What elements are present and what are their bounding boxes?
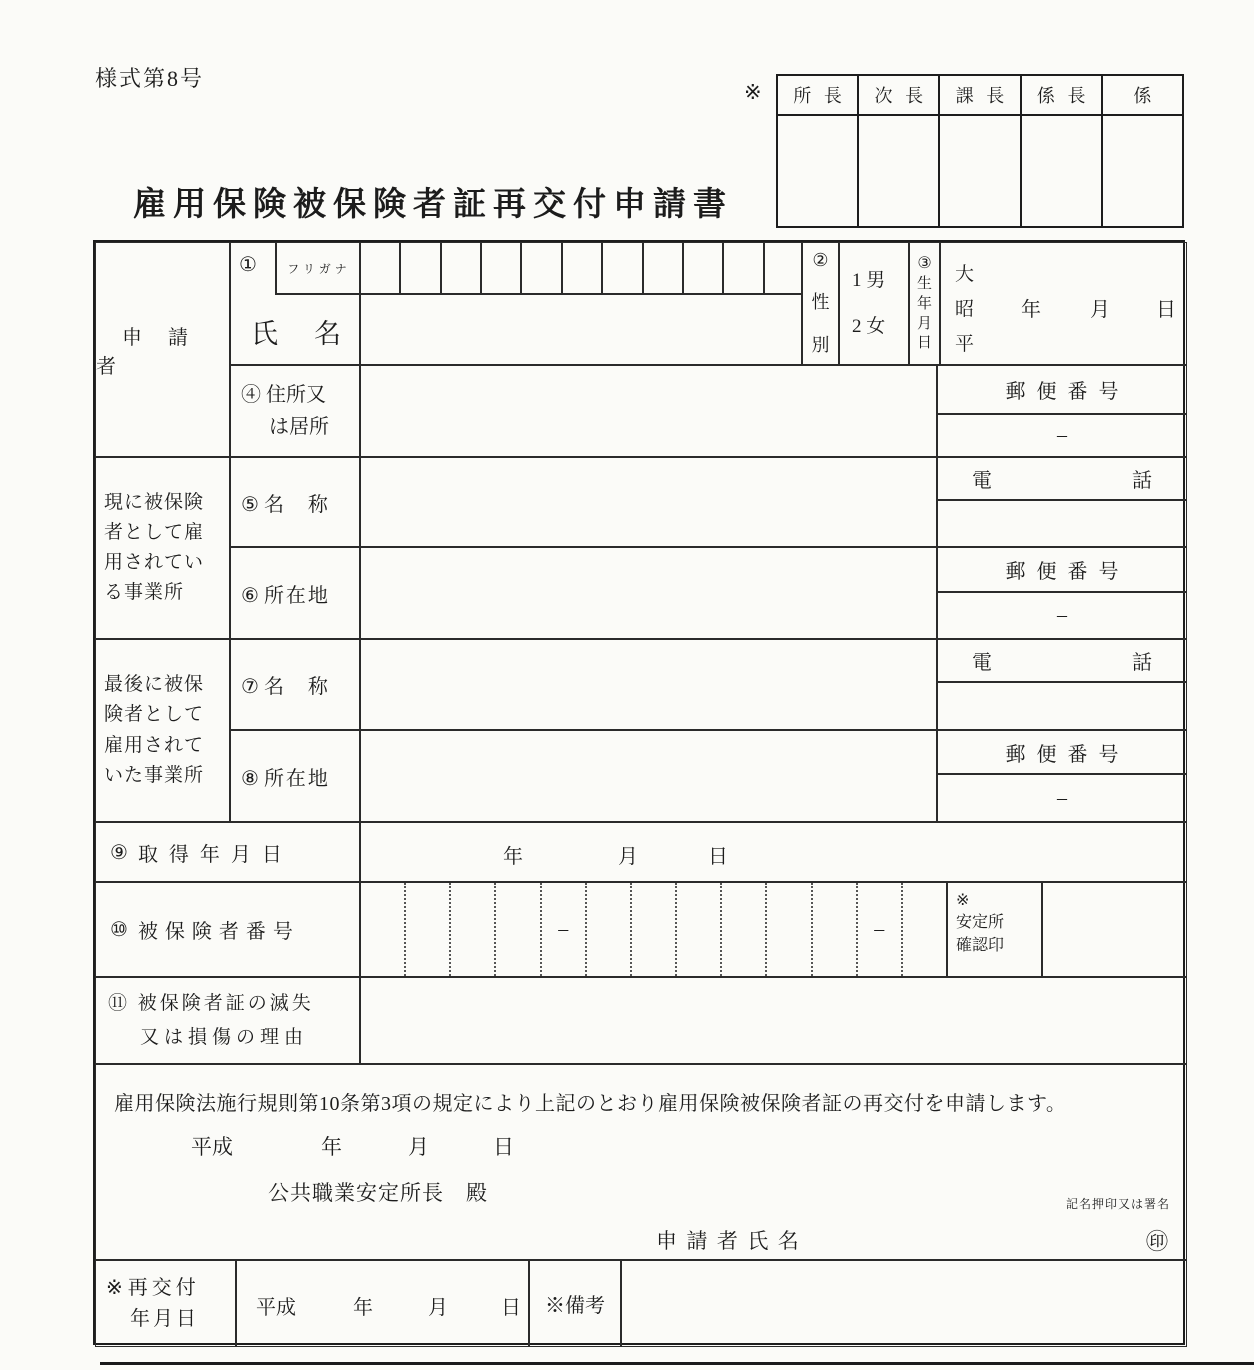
item4-number: ④ xyxy=(241,384,261,406)
name-label-cell xyxy=(230,242,360,365)
approval-header-jicho: 次長 xyxy=(859,76,938,116)
applicant-group-label: 申請者 xyxy=(95,242,230,457)
declaration-statement: 雇用保険法施行規則第10条第3項の規定により上記のとおり雇用保険被保険者証の再交付を申請します。 xyxy=(114,1093,1067,1115)
form-number: 様式第8号 xyxy=(95,66,205,91)
furigana-boxes xyxy=(361,243,803,295)
furigana-box xyxy=(765,243,803,293)
insured-number-dash-box: – xyxy=(856,883,901,976)
insured-number-digit-box xyxy=(765,883,810,976)
stamp-line1: 安定所 xyxy=(956,914,1005,932)
item9-number: ⑨ xyxy=(110,841,128,864)
era-options xyxy=(955,257,974,362)
telephone-header-last xyxy=(937,639,1187,682)
approval-col-kacho xyxy=(940,76,1021,226)
birthdate-label-char: 日 xyxy=(916,335,932,352)
current-employer-location-label: 所在地 xyxy=(263,584,330,607)
sex-option-male: 1 男 xyxy=(852,269,886,291)
tel-label-right: 話 xyxy=(1132,470,1152,492)
declaration-era: 平成 xyxy=(191,1135,233,1159)
group-line: 険者として xyxy=(104,704,205,726)
current-employer-name-field xyxy=(360,457,937,547)
loss-reason-label-cell xyxy=(95,977,360,1064)
remarks-label-cell: ※備考 xyxy=(529,1260,621,1347)
furigana-box xyxy=(522,243,562,293)
declaration-addressee: 公共職業安定所長 殿 xyxy=(268,1181,488,1205)
last-employer-name-label-cell xyxy=(230,639,360,730)
approval-col-kakari xyxy=(1103,76,1182,226)
insured-number-dash-box: – xyxy=(540,883,585,976)
birthdate-label-cell xyxy=(909,242,940,365)
postal-code-field-address: – xyxy=(937,414,1187,457)
item2-number: ② xyxy=(812,250,829,270)
current-employer-location-label-cell xyxy=(230,547,360,639)
footer-era: 平成 xyxy=(256,1297,296,1319)
scan-edge-line xyxy=(100,1362,1254,1365)
furigana-box xyxy=(563,243,603,293)
birth-year-label: 年 xyxy=(1021,299,1041,321)
birthdate-entry-cell xyxy=(940,242,1187,365)
insured-number-digit-box xyxy=(630,883,675,976)
group-line: る事業所 xyxy=(104,582,185,604)
footer-month-label: 月 xyxy=(428,1297,448,1319)
item1-number: ① xyxy=(239,254,257,276)
era-heisei: 平 xyxy=(955,334,975,356)
postal-code-field-current: – xyxy=(937,592,1187,639)
item8-number: ⑧ xyxy=(241,767,259,790)
approval-col-jicho xyxy=(859,76,940,226)
acq-month-label: 月 xyxy=(618,846,638,868)
approval-stamp-cell xyxy=(859,116,938,226)
item7-number: ⑦ xyxy=(241,676,259,698)
page-title: 雇用保険被保険者証再交付申請書 xyxy=(133,187,733,223)
postal-code-field-last: – xyxy=(937,774,1187,822)
group-line: いた事業所 xyxy=(104,764,205,786)
item11-number: ⑪ xyxy=(108,993,128,1015)
item6-number: ⑥ xyxy=(241,584,259,607)
approval-header-kakaricho: 係長 xyxy=(1022,76,1101,116)
declaration-day-label: 日 xyxy=(493,1135,514,1159)
furigana-box xyxy=(401,243,441,293)
postal-code-header-address: 郵便番号 xyxy=(937,365,1187,414)
birthdate-label-char: 年 xyxy=(916,295,932,312)
approval-stamp-cell xyxy=(778,116,857,226)
last-employer-location-label: 所在地 xyxy=(263,767,330,790)
reissue-label-line2: 年月日 xyxy=(130,1307,199,1330)
office-confirmation-stamp-field xyxy=(1042,882,1187,977)
name-label xyxy=(231,301,361,361)
last-employer-group-label xyxy=(95,639,230,822)
current-employer-name-label-cell xyxy=(230,457,360,547)
furigana-box xyxy=(442,243,482,293)
birth-day-label: 日 xyxy=(1156,299,1176,321)
declaration-block xyxy=(95,1064,1187,1260)
insured-number-digit-box xyxy=(361,883,404,976)
insured-number-boxes xyxy=(360,882,947,977)
tel-label-left: 電 xyxy=(972,652,992,674)
insured-number-label: 被保険者番号 xyxy=(137,921,300,943)
approval-header-shocho: 所長 xyxy=(778,76,857,116)
stamp-mark: ※ xyxy=(956,892,970,909)
address-input-field xyxy=(360,365,937,457)
approval-col-shocho xyxy=(778,76,859,226)
approval-header-kacho: 課長 xyxy=(940,76,1019,116)
era-showa: 昭 xyxy=(955,299,975,321)
furigana-box xyxy=(644,243,684,293)
address-label-line2: は居所 xyxy=(269,416,329,438)
current-employer-location-field xyxy=(360,547,937,639)
postal-code-header-last: 郵便番号 xyxy=(937,730,1187,774)
declaration-month-label: 月 xyxy=(408,1135,429,1159)
insured-number-digit-box xyxy=(585,883,630,976)
main-form-table xyxy=(93,240,1185,1345)
loss-reason-field xyxy=(360,977,1187,1064)
birthdate-label-char: 月 xyxy=(916,315,932,332)
signature-note: 記名押印又は署名 xyxy=(1065,1197,1170,1211)
group-line: 最後に被保 xyxy=(104,674,205,696)
furigana-label: フリガナ xyxy=(287,261,351,276)
loss-reason-line2: 又は損傷の理由 xyxy=(140,1026,309,1048)
name-label-right: 名 xyxy=(314,318,341,349)
group-line: 雇用されて xyxy=(104,734,205,756)
sex-options-cell xyxy=(839,242,909,365)
footer-day-label: 日 xyxy=(501,1297,521,1319)
approval-col-kakaricho xyxy=(1022,76,1103,226)
postal-code-header-current: 郵便番号 xyxy=(937,547,1187,592)
reissue-label-line1: 再交付 xyxy=(127,1276,200,1299)
name-input-field xyxy=(361,295,803,366)
declaration-year-label: 年 xyxy=(321,1135,342,1159)
group-line: 用されてい xyxy=(104,552,205,573)
insured-number-label-cell xyxy=(95,882,360,977)
last-employer-location-field xyxy=(360,730,937,822)
sex-label-char2: 別 xyxy=(811,335,830,355)
telephone-header-current xyxy=(937,457,1187,500)
sex-label-cell xyxy=(802,242,839,365)
birthdate-label-char: 生 xyxy=(916,276,932,292)
group-line: 現に被保険 xyxy=(104,491,205,513)
approval-stamp-cell xyxy=(1103,116,1182,226)
era-taisho: 大 xyxy=(955,264,975,285)
last-employer-location-label-cell xyxy=(230,730,360,822)
approval-stamp-cell xyxy=(1022,116,1101,226)
last-employer-name-field xyxy=(360,639,937,730)
applicant-name-signature-label: 申請者氏名 xyxy=(656,1229,809,1253)
furigana-box xyxy=(724,243,764,293)
loss-reason-line1: 被保険者証の滅失 xyxy=(137,993,314,1015)
furigana-box xyxy=(603,243,643,293)
tel-label-right: 話 xyxy=(1132,652,1152,674)
furigana-box xyxy=(361,243,401,293)
sex-label-char1: 性 xyxy=(811,292,830,312)
office-confirmation-stamp-label xyxy=(947,882,1042,977)
item10-number: ⑩ xyxy=(110,919,128,941)
approval-header-kakari: 係 xyxy=(1103,76,1182,116)
tel-label-left: 電 xyxy=(972,470,992,492)
furigana-box xyxy=(684,243,724,293)
insured-number-digit-box xyxy=(404,883,449,976)
acq-year-label: 年 xyxy=(503,846,523,868)
insured-number-digit-box xyxy=(675,883,720,976)
footer-year-label: 年 xyxy=(353,1297,373,1319)
remarks-field xyxy=(621,1260,1187,1347)
insured-number-digit-box xyxy=(901,883,946,976)
acquisition-date-label: 取得年月日 xyxy=(137,843,293,866)
item3-number: ③ xyxy=(917,255,932,272)
insured-number-digit-box xyxy=(720,883,765,976)
reissue-mark: ※ xyxy=(106,1276,123,1299)
insured-number-digit-box xyxy=(494,883,539,976)
furigana-box xyxy=(482,243,522,293)
birth-month-label: 月 xyxy=(1090,299,1110,321)
acquisition-date-field xyxy=(360,822,1187,882)
telephone-field-current xyxy=(937,500,1187,547)
seal-mark: ㊞ xyxy=(1146,1229,1169,1254)
reissue-date-label-cell xyxy=(95,1260,236,1347)
approval-stamp-table xyxy=(776,74,1184,228)
sex-option-female: 2 女 xyxy=(852,315,886,337)
insured-number-digit-box xyxy=(449,883,494,976)
telephone-field-last xyxy=(937,682,1187,730)
current-employer-group-label xyxy=(95,457,230,639)
insured-number-digit-box xyxy=(811,883,856,976)
last-employer-name-label: 名 称 xyxy=(263,676,330,698)
approval-note-mark: ※ xyxy=(744,80,762,104)
furigana-label-cell xyxy=(275,243,361,295)
address-label-line1: 住所又 xyxy=(266,384,326,406)
reissue-date-field xyxy=(236,1260,529,1347)
stamp-line2: 確認印 xyxy=(956,936,1005,954)
acq-day-label: 日 xyxy=(708,846,728,868)
acquisition-date-label-cell xyxy=(95,822,360,882)
current-employer-name-label: 名 称 xyxy=(263,493,330,516)
item5-number: ⑤ xyxy=(241,493,259,516)
group-line: 者として雇 xyxy=(104,521,205,543)
name-label-left: 氏 xyxy=(251,318,278,349)
approval-stamp-cell xyxy=(940,116,1019,226)
name-entry-area xyxy=(360,242,802,365)
address-label-cell xyxy=(230,365,360,457)
